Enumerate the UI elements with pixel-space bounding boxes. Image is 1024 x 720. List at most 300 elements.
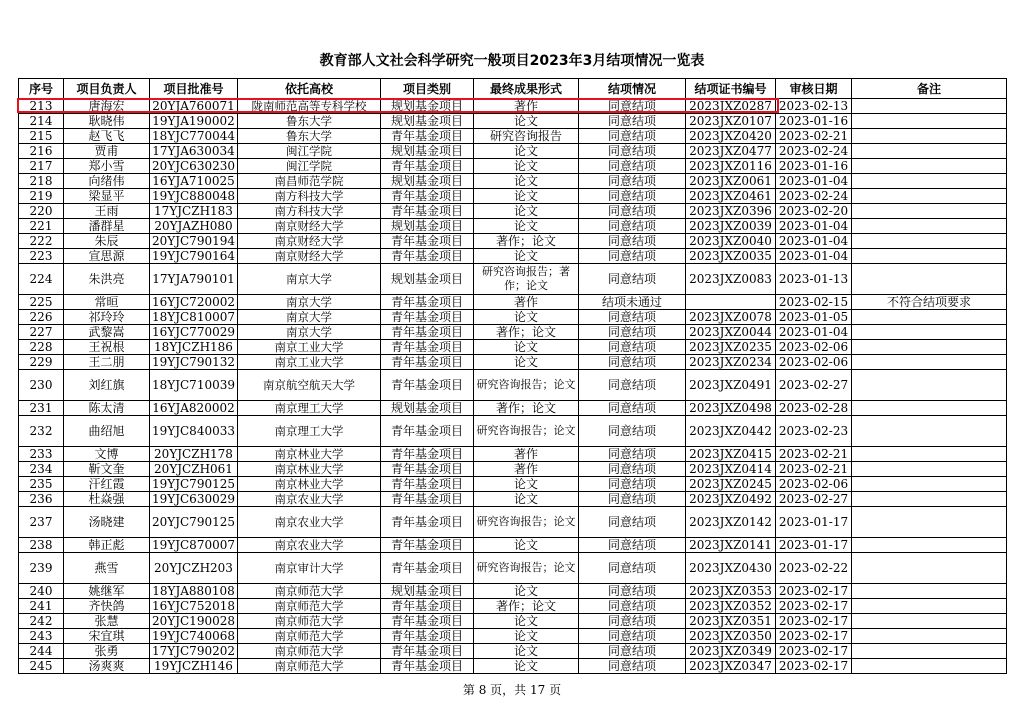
cell-category: 青年基金项目: [381, 204, 474, 219]
cell-remarks: [852, 599, 1007, 614]
cell-review-date: 2023-02-17: [776, 659, 852, 674]
cell-result-form: 论文: [474, 144, 579, 159]
table-row: [19, 174, 1007, 189]
cell-remarks: [852, 99, 1007, 114]
table-row: [19, 507, 1007, 538]
table-row: [19, 325, 1007, 340]
cell-certificate: 2023JXZ0061: [686, 174, 776, 189]
cell-result-form: 论文: [474, 355, 579, 370]
cell-certificate: 2023JXZ0396: [686, 204, 776, 219]
cell-college: 南京师范大学: [238, 584, 381, 599]
cell-review-date: 2023-01-04: [776, 234, 852, 249]
cell-category: 青年基金项目: [381, 553, 474, 584]
table-row: [19, 234, 1007, 249]
cell-status: 同意结项: [579, 355, 686, 370]
cell-approval-no: 18YJC770044: [150, 129, 238, 144]
cell-leader: 梁显平: [64, 189, 150, 204]
cell-college: 南京师范大学: [238, 614, 381, 629]
cell-status: 同意结项: [579, 644, 686, 659]
table-row: [19, 295, 1007, 310]
cell-review-date: 2023-02-06: [776, 477, 852, 492]
cell-status: 同意结项: [579, 416, 686, 447]
cell-review-date: 2023-02-06: [776, 340, 852, 355]
cell-result-form: 论文: [474, 644, 579, 659]
cell-college: 陇南师范高等专科学校: [238, 99, 381, 114]
cell-review-date: 2023-02-17: [776, 584, 852, 599]
cell-review-date: 2023-02-22: [776, 553, 852, 584]
cell-remarks: [852, 310, 1007, 325]
cell-approval-no: 19YJC840033: [150, 416, 238, 447]
cell-college: 南京大学: [238, 325, 381, 340]
cell-index: 223: [19, 249, 64, 264]
cell-remarks: [852, 538, 1007, 553]
cell-remarks: [852, 114, 1007, 129]
table-row: [19, 114, 1007, 129]
cell-approval-no: 19YJC790125: [150, 477, 238, 492]
cell-approval-no: 19YJC880048: [150, 189, 238, 204]
cell-college: 南方科技大学: [238, 204, 381, 219]
table-row: [19, 553, 1007, 584]
cell-category: 青年基金项目: [381, 614, 474, 629]
cell-review-date: 2023-01-04: [776, 219, 852, 234]
table-row: [19, 644, 1007, 659]
cell-remarks: [852, 325, 1007, 340]
cell-index: 214: [19, 114, 64, 129]
cell-index: 229: [19, 355, 64, 370]
cell-leader: 汤晓建: [64, 507, 150, 538]
cell-approval-no: 19YJCZH146: [150, 659, 238, 674]
cell-approval-no: 18YJC810007: [150, 310, 238, 325]
cell-index: 215: [19, 129, 64, 144]
cell-category: 青年基金项目: [381, 310, 474, 325]
cell-status: 结项未通过: [579, 295, 686, 310]
cell-review-date: 2023-01-16: [776, 159, 852, 174]
cell-category: 青年基金项目: [381, 462, 474, 477]
cell-college: 南京林业大学: [238, 462, 381, 477]
cell-college: 南京农业大学: [238, 492, 381, 507]
cell-leader: 朱洪亮: [64, 264, 150, 295]
cell-remarks: [852, 355, 1007, 370]
cell-index: 226: [19, 310, 64, 325]
cell-approval-no: 20YJC790194: [150, 234, 238, 249]
cell-category: 青年基金项目: [381, 416, 474, 447]
page-footer: 第 8 页，共 17 页: [462, 683, 562, 697]
cell-review-date: 2023-02-17: [776, 599, 852, 614]
cell-index: 234: [19, 462, 64, 477]
table-row: [19, 614, 1007, 629]
cell-remarks: [852, 644, 1007, 659]
cell-approval-no: 19YJC870007: [150, 538, 238, 553]
cell-category: 青年基金项目: [381, 629, 474, 644]
cell-certificate: 2023JXZ0039: [686, 219, 776, 234]
cell-category: 青年基金项目: [381, 159, 474, 174]
cell-status: 同意结项: [579, 629, 686, 644]
cell-approval-no: 20YJAZH080: [150, 219, 238, 234]
cell-result-form: 著作；论文: [474, 234, 579, 249]
cell-review-date: 2023-02-24: [776, 144, 852, 159]
cell-review-date: 2023-02-21: [776, 462, 852, 477]
cell-category: 规划基金项目: [381, 264, 474, 295]
table-row: [19, 129, 1007, 144]
cell-index: 241: [19, 599, 64, 614]
cell-category: 青年基金项目: [381, 477, 474, 492]
cell-leader: 姚继军: [64, 584, 150, 599]
cell-status: 同意结项: [579, 249, 686, 264]
table-row: [19, 249, 1007, 264]
cell-leader: 郑小雪: [64, 159, 150, 174]
col-header-category: 项目类别: [381, 79, 474, 99]
cell-index: 222: [19, 234, 64, 249]
cell-review-date: 2023-01-04: [776, 174, 852, 189]
cell-index: 230: [19, 370, 64, 401]
cell-remarks: [852, 249, 1007, 264]
cell-remarks: [852, 614, 1007, 629]
cell-status: 同意结项: [579, 614, 686, 629]
cell-index: 242: [19, 614, 64, 629]
cell-college: 闽江学院: [238, 144, 381, 159]
cell-result-form: 研究咨询报告: [474, 129, 579, 144]
cell-status: 同意结项: [579, 340, 686, 355]
cell-result-form: 论文: [474, 249, 579, 264]
cell-review-date: 2023-02-20: [776, 204, 852, 219]
cell-review-date: 2023-02-27: [776, 370, 852, 401]
cell-status: 同意结项: [579, 325, 686, 340]
cell-certificate: [686, 295, 776, 310]
table-row: [19, 462, 1007, 477]
cell-college: 南京师范大学: [238, 599, 381, 614]
table-row: [19, 204, 1007, 219]
cell-index: 218: [19, 174, 64, 189]
cell-approval-no: 20YJC790125: [150, 507, 238, 538]
cell-status: 同意结项: [579, 447, 686, 462]
cell-certificate: 2023JXZ0142: [686, 507, 776, 538]
cell-index: 219: [19, 189, 64, 204]
cell-status: 同意结项: [579, 129, 686, 144]
cell-approval-no: 17YJA790101: [150, 264, 238, 295]
cell-result-form: 论文: [474, 340, 579, 355]
cell-approval-no: 18YJC710039: [150, 370, 238, 401]
cell-category: 青年基金项目: [381, 599, 474, 614]
cell-leader: 王二朋: [64, 355, 150, 370]
cell-certificate: 2023JXZ0235: [686, 340, 776, 355]
cell-status: 同意结项: [579, 538, 686, 553]
cell-college: 鲁东大学: [238, 114, 381, 129]
cell-review-date: 2023-02-15: [776, 295, 852, 310]
cell-result-form: 著作；论文: [474, 401, 579, 416]
cell-index: 245: [19, 659, 64, 674]
cell-remarks: [852, 462, 1007, 477]
cell-index: 243: [19, 629, 64, 644]
cell-result-form: 著作；论文: [474, 599, 579, 614]
cell-category: 青年基金项目: [381, 659, 474, 674]
cell-status: 同意结项: [579, 159, 686, 174]
cell-result-form: 论文: [474, 477, 579, 492]
table-row: [19, 416, 1007, 447]
cell-college: 南京农业大学: [238, 507, 381, 538]
cell-category: 青年基金项目: [381, 234, 474, 249]
table-header-row: [19, 79, 1007, 99]
cell-index: 232: [19, 416, 64, 447]
cell-remarks: [852, 129, 1007, 144]
cell-result-form: 论文: [474, 114, 579, 129]
cell-status: 同意结项: [579, 204, 686, 219]
table-row: [19, 370, 1007, 401]
cell-status: 同意结项: [579, 174, 686, 189]
cell-remarks: [852, 234, 1007, 249]
cell-approval-no: 17YJCZH183: [150, 204, 238, 219]
cell-leader: 潘群星: [64, 219, 150, 234]
table-row: [19, 659, 1007, 674]
cell-review-date: 2023-02-06: [776, 355, 852, 370]
cell-category: 青年基金项目: [381, 340, 474, 355]
cell-result-form: 著作: [474, 99, 579, 114]
cell-approval-no: 20YJC630230: [150, 159, 238, 174]
table-row: [19, 538, 1007, 553]
cell-college: 南京审计大学: [238, 553, 381, 584]
cell-remarks: [852, 340, 1007, 355]
cell-category: 青年基金项目: [381, 507, 474, 538]
cell-category: 青年基金项目: [381, 644, 474, 659]
cell-status: 同意结项: [579, 584, 686, 599]
cell-certificate: 2023JXZ0461: [686, 189, 776, 204]
cell-leader: 韩正彪: [64, 538, 150, 553]
cell-approval-no: 20YJCZH061: [150, 462, 238, 477]
cell-index: 237: [19, 507, 64, 538]
cell-leader: 朱辰: [64, 234, 150, 249]
cell-review-date: 2023-02-28: [776, 401, 852, 416]
cell-leader: 张勇: [64, 644, 150, 659]
cell-status: 同意结项: [579, 144, 686, 159]
cell-index: 235: [19, 477, 64, 492]
cell-result-form: 论文: [474, 492, 579, 507]
cell-certificate: 2023JXZ0040: [686, 234, 776, 249]
cell-result-form: 著作: [474, 462, 579, 477]
cell-leader: 齐快鸽: [64, 599, 150, 614]
cell-review-date: 2023-01-16: [776, 114, 852, 129]
cell-status: 同意结项: [579, 189, 686, 204]
cell-leader: 宣思源: [64, 249, 150, 264]
cell-review-date: 2023-02-17: [776, 614, 852, 629]
table-row: [19, 310, 1007, 325]
cell-certificate: 2023JXZ0415: [686, 447, 776, 462]
cell-category: 青年基金项目: [381, 355, 474, 370]
cell-college: 南京工业大学: [238, 340, 381, 355]
cell-certificate: 2023JXZ0035: [686, 249, 776, 264]
table-row: [19, 599, 1007, 614]
cell-college: 南京农业大学: [238, 538, 381, 553]
cell-leader: 常晅: [64, 295, 150, 310]
col-header-certificate: 结项证书编号: [686, 79, 776, 99]
cell-leader: 王祝根: [64, 340, 150, 355]
table-row: [19, 355, 1007, 370]
cell-leader: 向绪伟: [64, 174, 150, 189]
col-header-index: 序号: [19, 79, 64, 99]
cell-result-form: 著作: [474, 295, 579, 310]
table-row: [19, 219, 1007, 234]
cell-index: 216: [19, 144, 64, 159]
cell-result-form: 研究咨询报告；论文: [474, 370, 579, 401]
cell-index: 240: [19, 584, 64, 599]
table-row: [19, 189, 1007, 204]
cell-category: 规划基金项目: [381, 401, 474, 416]
cell-college: 南京大学: [238, 295, 381, 310]
cell-index: 224: [19, 264, 64, 295]
table-row: [19, 99, 1007, 114]
cell-remarks: [852, 204, 1007, 219]
cell-index: 244: [19, 644, 64, 659]
table-row: [19, 144, 1007, 159]
cell-remarks: [852, 584, 1007, 599]
cell-certificate: 2023JXZ0107: [686, 114, 776, 129]
cell-approval-no: 19YJC790132: [150, 355, 238, 370]
cell-leader: 文博: [64, 447, 150, 462]
cell-result-form: 研究咨询报告；论文: [474, 553, 579, 584]
cell-remarks: [852, 144, 1007, 159]
cell-leader: 张慧: [64, 614, 150, 629]
cell-status: 同意结项: [579, 477, 686, 492]
table-row: [19, 159, 1007, 174]
cell-result-form: 研究咨询报告；著作；论文: [474, 264, 579, 295]
table-row: [19, 492, 1007, 507]
page-title: 教育部人文社会科学研究一般项目2023年3月结项情况一览表: [319, 53, 705, 69]
cell-approval-no: 18YJCZH186: [150, 340, 238, 355]
col-header-approval-no: 项目批准号: [150, 79, 238, 99]
cell-certificate: 2023JXZ0078: [686, 310, 776, 325]
cell-certificate: 2023JXZ0349: [686, 644, 776, 659]
cell-leader: 宋宜琪: [64, 629, 150, 644]
cell-index: 221: [19, 219, 64, 234]
cell-certificate: 2023JXZ0234: [686, 355, 776, 370]
cell-approval-no: 20YJCZH178: [150, 447, 238, 462]
col-header-leader: 项目负责人: [64, 79, 150, 99]
cell-result-form: 论文: [474, 189, 579, 204]
cell-leader: 曲绍旭: [64, 416, 150, 447]
cell-remarks: 不符合结项要求: [852, 295, 1007, 310]
cell-remarks: [852, 189, 1007, 204]
cell-approval-no: 16YJC720002: [150, 295, 238, 310]
cell-result-form: 论文: [474, 310, 579, 325]
table-row: [19, 401, 1007, 416]
cell-certificate: 2023JXZ0287: [686, 99, 776, 114]
col-header-remarks: 备注: [852, 79, 1007, 99]
cell-remarks: [852, 659, 1007, 674]
cell-certificate: 2023JXZ0044: [686, 325, 776, 340]
cell-review-date: 2023-02-17: [776, 629, 852, 644]
cell-certificate: 2023JXZ0116: [686, 159, 776, 174]
cell-index: 233: [19, 447, 64, 462]
cell-remarks: [852, 447, 1007, 462]
cell-leader: 贾甫: [64, 144, 150, 159]
cell-college: 南京林业大学: [238, 447, 381, 462]
cell-category: 青年基金项目: [381, 129, 474, 144]
cell-college: 南京林业大学: [238, 477, 381, 492]
cell-college: 南京航空航天大学: [238, 370, 381, 401]
cell-status: 同意结项: [579, 462, 686, 477]
cell-review-date: 2023-01-13: [776, 264, 852, 295]
cell-status: 同意结项: [579, 234, 686, 249]
cell-leader: 祁玲玲: [64, 310, 150, 325]
cell-remarks: [852, 370, 1007, 401]
cell-leader: 唐海宏: [64, 99, 150, 114]
cell-certificate: 2023JXZ0353: [686, 584, 776, 599]
cell-index: 227: [19, 325, 64, 340]
cell-review-date: 2023-01-04: [776, 325, 852, 340]
cell-leader: 耿晓伟: [64, 114, 150, 129]
col-header-result-form: 最终成果形式: [474, 79, 579, 99]
cell-leader: 武黎嵩: [64, 325, 150, 340]
table-row: [19, 340, 1007, 355]
cell-leader: 汤爽爽: [64, 659, 150, 674]
cell-college: 鲁东大学: [238, 129, 381, 144]
cell-approval-no: 16YJA710025: [150, 174, 238, 189]
table-row: [19, 584, 1007, 599]
cell-result-form: 著作: [474, 447, 579, 462]
cell-category: 规划基金项目: [381, 99, 474, 114]
cell-index: 239: [19, 553, 64, 584]
cell-status: 同意结项: [579, 553, 686, 584]
cell-remarks: [852, 553, 1007, 584]
cell-approval-no: 20YJCZH203: [150, 553, 238, 584]
table-row: [19, 477, 1007, 492]
cell-index: 236: [19, 492, 64, 507]
cell-certificate: 2023JXZ0350: [686, 629, 776, 644]
cell-result-form: 论文: [474, 584, 579, 599]
cell-category: 青年基金项目: [381, 370, 474, 401]
cell-review-date: 2023-02-23: [776, 416, 852, 447]
cell-review-date: 2023-02-17: [776, 644, 852, 659]
cell-category: 规划基金项目: [381, 584, 474, 599]
cell-certificate: 2023JXZ0347: [686, 659, 776, 674]
cell-result-form: 论文: [474, 629, 579, 644]
cell-index: 231: [19, 401, 64, 416]
cell-status: 同意结项: [579, 264, 686, 295]
cell-leader: 杜焱强: [64, 492, 150, 507]
col-header-review-date: 审核日期: [776, 79, 852, 99]
cell-approval-no: 19YJA190002: [150, 114, 238, 129]
cell-certificate: 2023JXZ0420: [686, 129, 776, 144]
cell-category: 青年基金项目: [381, 295, 474, 310]
cell-college: 闽江学院: [238, 159, 381, 174]
cell-approval-no: 16YJC752018: [150, 599, 238, 614]
table-row: [19, 447, 1007, 462]
cell-review-date: 2023-01-17: [776, 507, 852, 538]
cell-college: 南方科技大学: [238, 189, 381, 204]
cell-index: 217: [19, 159, 64, 174]
cell-approval-no: 18YJA880108: [150, 584, 238, 599]
table-row: [19, 264, 1007, 295]
cell-leader: 刘红旗: [64, 370, 150, 401]
cell-review-date: 2023-02-21: [776, 129, 852, 144]
cell-certificate: 2023JXZ0352: [686, 599, 776, 614]
cell-review-date: 2023-02-21: [776, 447, 852, 462]
cell-leader: 汗红霞: [64, 477, 150, 492]
cell-certificate: 2023JXZ0492: [686, 492, 776, 507]
cell-leader: 燕雪: [64, 553, 150, 584]
cell-review-date: 2023-01-05: [776, 310, 852, 325]
cell-category: 规划基金项目: [381, 114, 474, 129]
cell-category: 青年基金项目: [381, 249, 474, 264]
cell-category: 青年基金项目: [381, 538, 474, 553]
cell-remarks: [852, 477, 1007, 492]
cell-category: 青年基金项目: [381, 447, 474, 462]
cell-college: 南京财经大学: [238, 249, 381, 264]
cell-index: 220: [19, 204, 64, 219]
col-header-status: 结项情况: [579, 79, 686, 99]
cell-college: 南京师范大学: [238, 659, 381, 674]
cell-category: 青年基金项目: [381, 492, 474, 507]
cell-review-date: 2023-01-17: [776, 538, 852, 553]
cell-remarks: [852, 507, 1007, 538]
